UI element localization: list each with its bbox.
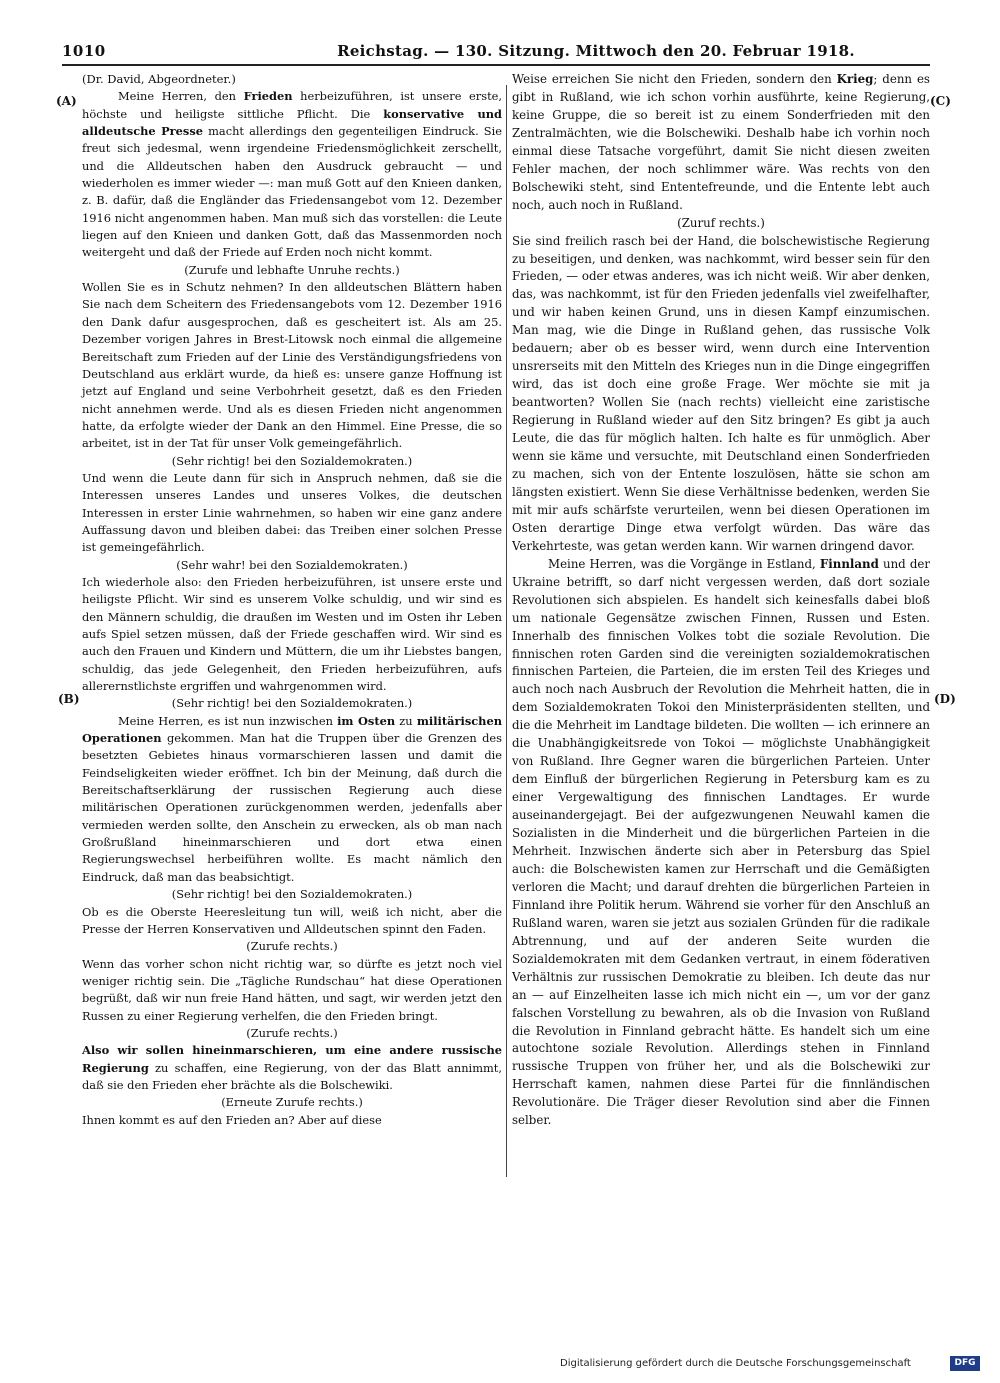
emphasis: militärischen Operationen — [82, 713, 502, 746]
text-run: zu — [395, 713, 417, 728]
paragraph — [82, 713, 502, 886]
interjection: (Sehr richtig! bei den Sozialdemokraten.) — [171, 453, 413, 468]
emphasis: im Osten — [337, 713, 396, 728]
emphasis: konservative und alldeutsche Presse — [82, 106, 502, 139]
paragraph: Ich wiederhole also: den Frieden herbeizuführen, ist unsere erste und heiligste Pflicht. Wir sind es unserem Volke schuldig, und wir sind es den Männern schuldig, die draußen im Westen und im Osten ihr Leben aufs Spiel setzen müssen, daß der Friede geschaffen wird. Wir sind es auch den Frauen und Kindern und Müttern, die um ihr Liebstes bangen, schuldig, das jede Gelegenheit, den Frieden herbeizuführen, aufs allerernstlichste ergriffen und wahrgenommen wird. — [82, 574, 502, 694]
text-run: zu schaffen, eine Regierung, von der das Blatt annimmt, daß sie den Frieden eher brächte als die Bolschewiki. — [82, 1060, 502, 1092]
interjection: (Zuruf rechts.) — [677, 215, 765, 230]
column-divider — [506, 85, 507, 1177]
header-rule — [62, 64, 930, 66]
interjection: (Zurufe rechts.) — [246, 939, 338, 954]
margin-mark-d: (D) — [934, 692, 956, 706]
interjection: (Sehr richtig! bei den Sozialdemokraten.) — [171, 887, 413, 902]
text-run: Meine Herren, was die Vorgänge in Estland, — [548, 556, 820, 571]
paragraph: Ob es die Oberste Heeresleitung tun will, weiß ich nicht, aber die Presse der Herren Konservativen und Alldeutschen spinnt den Faden. — [82, 904, 502, 936]
right-column — [512, 71, 930, 1130]
text-run: ; denn es gibt in Rußland, wie ich schon vorhin ausführte, keine Regierung, keine Gruppe, die so bereit ist zu einem Sonderfrieden mit den Zentralmächten, wie die Bolschewiki. Deshalb habe ich vorhin noch einmal diese Tatsache vorgeführt, damit Sie nicht diesen zweiten Fehler machen, der noch schlimmer wäre. Was rechts von den Bolschewiki steht, sind Ententefreunde, und die Entente lebt auch noch, auch noch in Rußland. — [512, 72, 930, 212]
text-run: und der Ukraine betrifft, so darf nicht vergessen werden, daß dort soziale Revolutionen sich abspielen. Es handelt sich keinesfalls dabei bloß um nationale Gegensätze zwischen Finnen, Russen und Esten. Innerhalb des finnischen Volkes tobt die soziale Revolution. Die finnischen roten Garden sind die vereinigten sozialdemokratischen finnischen Parteien, die Parteien, die im ersten Teil des Krieges und auch noch nach Ausbruch der Revolution die Mehrheit hatten, die in dem Sozialdemokraten Tokoi den Ministerpräsidenten stellten, und die die Mehrheit im Landtage bildeten. Die wollten — ich erinnere an die Unabhängigkeitsrede von Tokoi — möglichste Unabhängigkeit von Rußland. Ihre Gegner waren die bürgerlichen Parteien. Unter dem Einfluß der bürgerlichen Regierung in Petersburg kam es zu einer Vergewaltigung des finnischen Landtages. Er wurde auseinandergejagt. Bei der aufgezwungenen Neuwahl kamen die Sozialisten in die Minderheit und die bürgerlichen Parteien in die Mehrheit. Inzwischen änderte sich aber in Petersburg das Spiel auch: die Bolschewisten kamen zur Herrschaft und die Gemäßigten verloren die Macht; und darauf drehten die bürgerlichen Parteien in Finnland ihre Politik herum. Während sie vorher für den Anschluß an Rußland waren, waren sie jetzt aus sozialen Gründen für die radikale Abtrennung, und auf der anderen Seite wurden die Sozialdemokraten mit dem Gedanken vertraut, in einem föderativen Verhältnis zur russischen Demokratie zu bleiben. Ich deute das nur an — auf Einzelheiten lasse ich mich nicht ein —, um vor der ganz falschen Vorstellung zu bewahren, als ob die Invasion von Rußland die Revolution in Finnland gebracht hätte. Es handelt sich um eine autochtone soziale Revolution. Allerdings stehen in Finnland russische Truppen von früher her, und als die Bolschewiki zur Herrschaft kamen, nahmen diese Partei für die finnländischen Revolutionäre. Die Träger dieser Revolution sind aber die Finnen selber. — [512, 556, 931, 1128]
emphasis: Krieg — [836, 72, 874, 86]
page-number: 1010 — [62, 42, 106, 60]
text-run: macht allerdings den gegenteiligen Eindruck. Sie freut sich jedesmal, wenn irgendeine Friedensmöglichkeit zerschellt, und die Alldeutschen haben den Ausdruck gebraucht — und wiederholen es immer wieder —: man muß Gott auf den Knieen danken, z. B. dafür, daß die Engländer das Friedensangebot vom 12. Dezember 1916 nicht angenommen haben. Man muß sich das vorstellen: die Leute liegen auf den Knieen und danken Gott, daß das Massenmorden noch weitergeht und daß der Friede auf Erden noch nicht kommt. — [82, 124, 502, 260]
text-run: Weise erreichen Sie nicht den Frieden, sondern den — [512, 72, 837, 86]
interjection: (Sehr richtig! bei den Sozialdemokraten.) — [171, 696, 413, 711]
interjection: (Zurufe und lebhafte Unruhe rechts.) — [184, 262, 400, 277]
margin-mark-c: (C) — [930, 94, 951, 108]
text-run: herbeizuführen, ist unsere erste, höchste und heiligste sittliche Pflicht. Die — [82, 89, 503, 121]
paragraph — [512, 71, 930, 215]
interjection: (Erneute Zurufe rechts.) — [221, 1095, 363, 1110]
paragraph: Und wenn die Leute dann für sich in Anspruch nehmen, daß sie die Interessen unseres Landes und unseres Volkes, die deutschen Interessen in erster Linie wahrnehmen, so haben wir eine ganz andere Auffassung davon und bleiben dabei: das Treiben einer solchen Presse ist gemeingefährlich. — [82, 470, 502, 555]
left-column — [82, 71, 502, 1129]
paragraph — [82, 88, 502, 261]
paragraph — [512, 556, 930, 1131]
emphasis: Finnland — [819, 556, 879, 571]
paragraph: Sie sind freilich rasch bei der Hand, die bolschewistische Regierung zu beseitigen, und denken, was nachkommt, wird besser sein für den Frieden, — oder etwas anderes, was ich nicht weiß. Wir aber denken, das, was nachkommt, ist für den Frieden jedenfalls viel zweifelhafter, und wir haben keinen Grund, uns in diesen Kampf einzumischen. Man mag, wie die Dinge in Rußland gehen, das russische Volk bedauern; aber ob es besser wird, wenn durch eine Intervention unsrerseits mit den Mitteln des Krieges nun in die Dinge eingegriffen wird, das ist doch eine große Frage. Wer möchte sie mit ja beantworten? Wollen Sie (nach rechts) vielleicht eine zaristische Regierung in Rußland wieder auf den Sitz bringen? Es gibt ja auch Leute, die das für möglich halten. Ich halte es für unmöglich. Aber wenn sie käme und versuchte, mit Deutschland einen Sonderfrieden zu machen, sich von der Entente loszulösen, hätte sie schon am längsten existiert. Wenn Sie diese Verhältnisse bedenken, werden Sie mit mir aufs schärfste verurteilen, wenn bei diesen Operationen im Osten derartige Dinge etwa verfolgt würden. Das wäre das Verkehrteste, was getan werden kann. Wir warnen dringend davor. — [512, 233, 930, 553]
paragraph: Wenn das vorher schon nicht richtig war, so dürfte es jetzt noch viel weniger richtig sein. Die „Tägliche Rundschau“ hat diese Operationen begrüßt, daß wir nun freie Hand hätten, und sagt, wir werden jetzt den Russen zu einer Regierung verhelfen, die den Frieden bringt. — [82, 956, 502, 1023]
emphasis: Also wir sollen hineinmarschieren, um eine andere russische Regierung — [82, 1043, 502, 1075]
speaker-label: (Dr. David, Abgeordneter.) — [82, 72, 236, 86]
paragraph: Wollen Sie es in Schutz nehmen? In den alldeutschen Blättern haben Sie nach dem Scheitern des Friedensangebots vom 12. Dezember 1916 den Dank dafur ausgesprochen, daß es gescheitert ist. Als am 25. Dezember vorigen Jahres in Brest-Litowsk noch einmal die allgemeine Bereitschaft zum Frieden auf der Linie des Verständigungsfriedens von Deutschland aus erklärt wurde, da hieß es: unsere ganze Hoffnung ist jetzt auf England und seine Verbohrheit gesetzt, daß es den Frieden nicht annehmen werde. Und als es diesen Frieden nicht angenommen hatte, da erfolgte wieder der Dank an den Himmel. Eine Presse, die so arbeitet, ist in der Tat für unser Volk gemeingefährlich. — [82, 280, 502, 451]
margin-mark-a: (A) — [56, 94, 77, 108]
text-run: gekommen. Man hat die Truppen über die Grenzen des besetzten Gebietes hinaus vormarschieren lassen und damit die Feindseligkeiten wieder eröffnet. Ich bin der Meinung, daß durch die Bereitschaftserklärung der russischen Regierung auch diese militärischen Operationen zurückgenommen werden, jedenfalls aber vermieden werden sollte, den Anschein zu erwecken, als ob man nach Großrußland hineinmarschieren und dort etwa einen Regierungswechsel herbeiführen wollte. Es macht nämlich den Eindruck, daß man das beabsichtigt. — [82, 731, 502, 884]
interjection: (Sehr wahr! bei den Sozialdemokraten.) — [176, 557, 408, 572]
emphasis: Frieden — [243, 89, 293, 104]
margin-mark-b: (B) — [58, 692, 80, 706]
interjection: (Zurufe rechts.) — [246, 1025, 338, 1040]
paragraph — [82, 1042, 502, 1094]
running-head: Reichstag. — 130. Sitzung. Mittwoch den 20. Februar 1918. — [337, 42, 855, 60]
funding-notice: Digitalisierung gefördert durch die Deutsche Forschungsgemeinschaft — [560, 1358, 911, 1369]
dfg-logo: DFG — [950, 1356, 980, 1371]
text-run: Meine Herren, den — [118, 89, 244, 104]
text-run: Meine Herren, es ist nun inzwischen — [118, 713, 338, 728]
page-footer — [560, 1356, 980, 1374]
paragraph: Ihnen kommt es auf den Frieden an? Aber auf diese — [82, 1112, 382, 1127]
